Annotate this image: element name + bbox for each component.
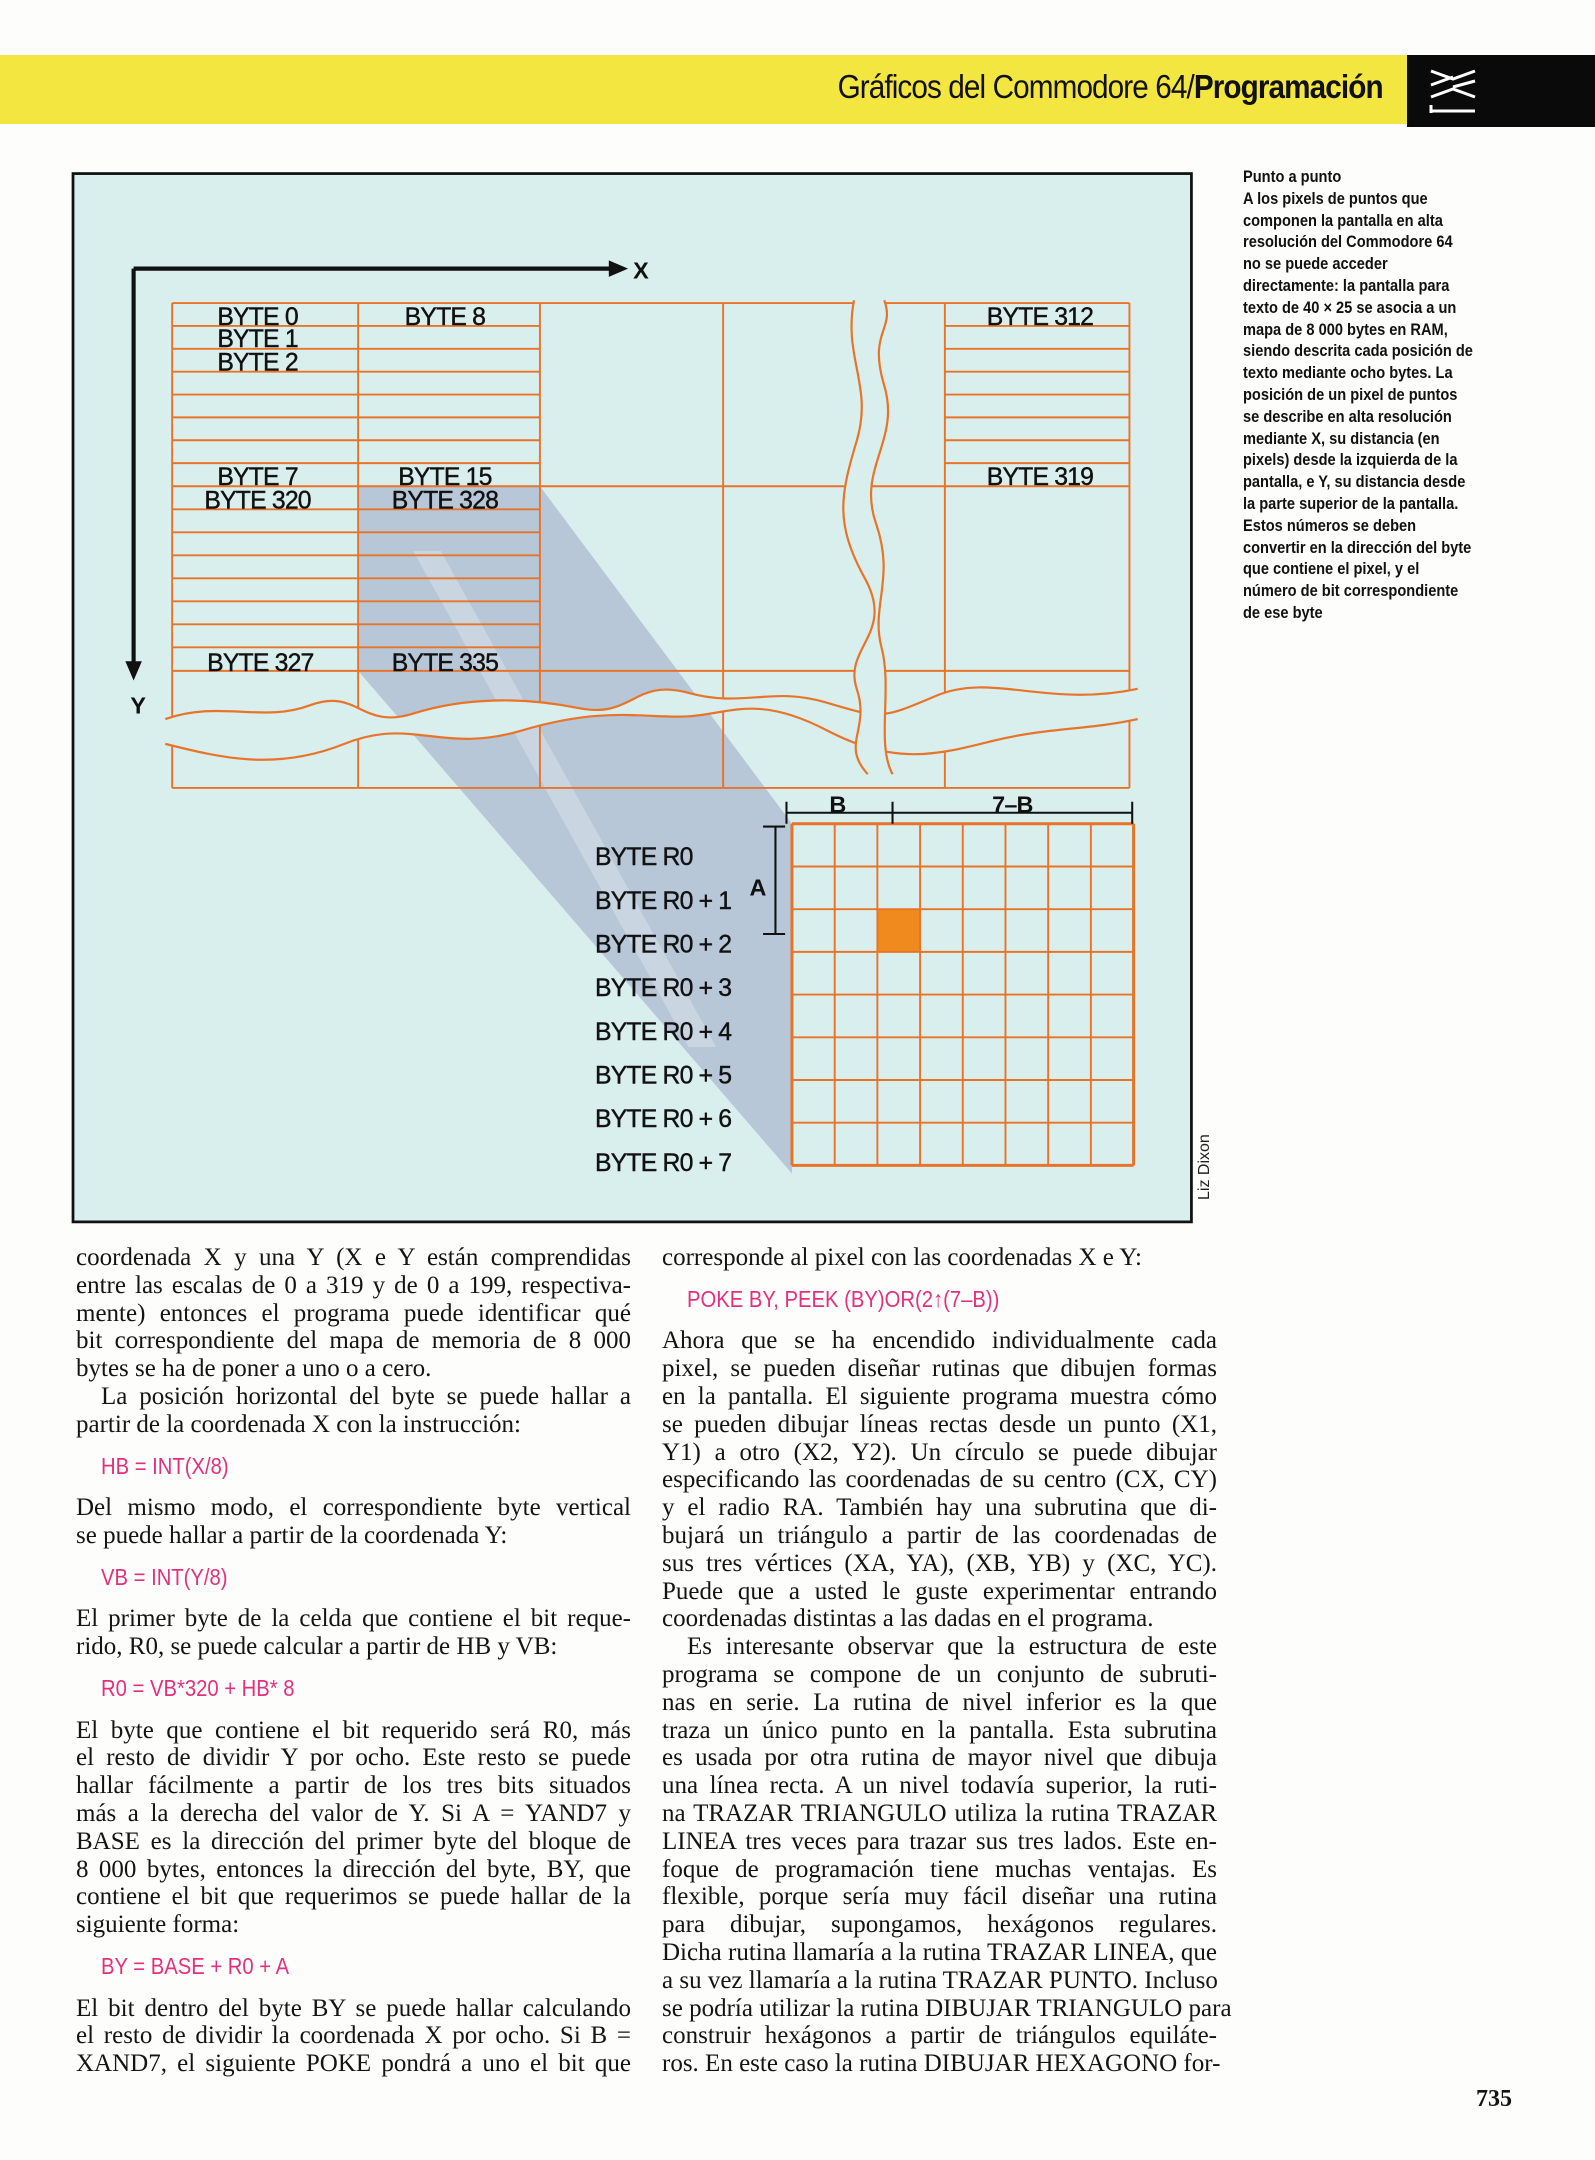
- byte-label: BYTE 1: [217, 326, 298, 354]
- caption-line: de ese byte: [1243, 602, 1323, 622]
- set-pixel-bit: [877, 909, 920, 952]
- body-column-left: [76, 1244, 631, 2078]
- code-statement: [662, 1272, 1217, 1328]
- text-line: en la pantalla. El siguiente programa muestra cómo: [662, 1382, 1217, 1410]
- byte-label: BYTE 319: [986, 463, 1094, 491]
- text-line: el resto de dividir la coordenada X por ocho. Si B =: [76, 2022, 631, 2050]
- text-line: XAND7, el siguiente POKE pondrá a uno el bit que: [76, 2050, 631, 2078]
- text-line: a su vez llamaría a la rutina TRAZAR PUNTO. Incluso: [662, 1966, 1218, 1994]
- text-line: Del mismo modo, el correspondiente byte vertical: [76, 1494, 631, 1522]
- byte-offset-label: BYTE R0 + 2: [595, 931, 732, 959]
- caption-line: convertir en la dirección del byte: [1243, 537, 1472, 557]
- dimension-7-minus-b-label: 7–B: [992, 791, 1033, 818]
- caption-line: se describe en alta resolución: [1243, 406, 1452, 426]
- byte-label: BYTE 2: [217, 349, 298, 377]
- caption-line: que contiene el pixel, y el: [1243, 559, 1420, 579]
- caption-line: texto mediante ocho bytes. La: [1243, 363, 1453, 383]
- code-statement: [76, 1550, 631, 1606]
- text-line: traza un único punto en la pantalla. Esta subrutina: [662, 1716, 1217, 1744]
- code-statement: [76, 1939, 631, 1995]
- section-title-topic: Programación: [1194, 68, 1383, 105]
- text-line: Puede que a usted le guste experimentar entrando: [662, 1577, 1217, 1605]
- caption-line: directamente: la pantalla para: [1243, 275, 1450, 295]
- text-line: ros. En este caso la rutina DIBUJAR HEXAGONO for-: [662, 2050, 1221, 2078]
- byte-offset-label: BYTE R0 + 1: [595, 887, 732, 915]
- text-line: flexible, porque sería muy fácil diseñar una rutina: [662, 1883, 1217, 1911]
- text-line: corresponde al pixel con las coordenadas X e Y:: [662, 1244, 1142, 1271]
- text-line: Dicha rutina llamaría a la rutina TRAZAR LINEA, que: [662, 1938, 1217, 1966]
- x-axis-label: X: [633, 257, 648, 284]
- y-axis-label: Y: [130, 692, 146, 719]
- text-line: el resto de dividir Y por ocho. Este resto se puede: [76, 1744, 631, 1772]
- text-line: especificando las coordenadas de su centro (CX, CY): [662, 1466, 1217, 1494]
- dimension-a-label: A: [749, 874, 766, 901]
- caption-line: posición de un pixel de puntos: [1243, 384, 1458, 404]
- byte-offset-label: BYTE R0 + 3: [595, 975, 732, 1003]
- text-line: bujará un triángulo a partir de las coordenadas de: [662, 1521, 1217, 1549]
- text-line: partir de la coordenada X con la instrucción:: [76, 1410, 521, 1438]
- text-line: El bit dentro del byte BY se puede hallar calculando: [76, 1994, 631, 2022]
- text-line: construir hexágonos a partir de triángulos equiláte-: [662, 2022, 1217, 2050]
- text-line: se podría utilizar la rutina DIBUJAR TRIANGULO para: [662, 1994, 1232, 2022]
- code-text: VB = INT(Y/8): [101, 1563, 228, 1590]
- code-text: R0 = VB*320 + HB* 8: [101, 1674, 295, 1701]
- caption-line: A los pixels de puntos que: [1243, 188, 1428, 208]
- caption-line: mapa de 8 000 bytes en RAM,: [1243, 319, 1448, 339]
- text-line: más a la derecha del valor de Y. Si A = YAND7 y: [76, 1799, 631, 1827]
- text-line: na TRAZAR TRIANGULO utiliza la rutina TRAZAR: [662, 1799, 1217, 1827]
- code-text: HB = INT(X/8): [101, 1452, 229, 1479]
- text-line: rido, R0, se puede calcular a partir de HB y VB:: [76, 1633, 558, 1661]
- byte-label: BYTE 335: [391, 649, 499, 677]
- text-line: LINEA tres veces para trazar sus tres lados. Este en-: [662, 1827, 1217, 1855]
- paragraph: [76, 1244, 631, 1383]
- caption-line: número de bit correspondiente: [1243, 581, 1459, 601]
- caption-line: la parte superior de la pantalla.: [1243, 493, 1459, 513]
- code-text: BY = BASE + R0 + A: [101, 1952, 290, 1979]
- byte-offset-label: BYTE R0 + 6: [595, 1106, 732, 1134]
- text-line: una línea recta. A un nivel todavía superior, la ruti-: [662, 1772, 1217, 1800]
- paragraph: [662, 1327, 1217, 1633]
- caption-line: pantalla, e Y, su distancia desde: [1243, 472, 1466, 492]
- text-line: mente) entonces el programa puede identificar qué: [76, 1299, 631, 1327]
- caption-line: resolución del Commodore 64: [1243, 232, 1453, 252]
- text-line: sus tres vértices (XA, YA), (XB, YB) y (XC, YC).: [662, 1549, 1217, 1577]
- byte-offset-label: BYTE R0 + 7: [595, 1149, 732, 1177]
- byte-label: BYTE 0: [217, 304, 298, 332]
- byte-label: BYTE 312: [986, 304, 1094, 332]
- code-statement: [76, 1661, 631, 1717]
- caption-line: pixels) desde la izquierda de la: [1243, 450, 1458, 470]
- page-number: 735: [1476, 2086, 1512, 2112]
- text-line: nas en serie. La rutina de nivel inferior es la que: [662, 1688, 1217, 1716]
- text-line: El primer byte de la celda que contiene el bit reque-: [76, 1605, 631, 1633]
- paragraph: [76, 1995, 631, 2078]
- text-line: pixel, se pueden diseñar rutinas que dibujen formas: [662, 1355, 1217, 1383]
- caption-title: Punto a punto: [1243, 167, 1342, 186]
- text-line: coordenadas distintas a las dadas en el programa.: [662, 1605, 1154, 1633]
- text-line: La posición horizontal del byte se puede hallar a: [101, 1382, 631, 1410]
- text-line: El byte que contiene el bit requerido será R0, más: [76, 1716, 631, 1744]
- illustrator-credit: Liz Dixon: [1196, 1134, 1213, 1200]
- text-line: entre las escalas de 0 a 319 y de 0 a 199, respectiva-: [76, 1271, 631, 1299]
- byte-offset-label: BYTE R0 + 4: [595, 1018, 732, 1046]
- text-line: se pueden dibujar líneas rectas desde un punto (X1,: [662, 1410, 1217, 1438]
- text-line: bit correspondiente del mapa de memoria de 8 000: [76, 1327, 631, 1355]
- caption-line: siendo descrita cada posición de: [1243, 341, 1473, 361]
- caption-line: texto de 40 × 25 se asocia a un: [1243, 297, 1457, 317]
- text-line: hallar fácilmente a partir de los tres bits situados: [76, 1772, 631, 1800]
- text-line: Es interesante observar que la estructura de este: [687, 1633, 1217, 1661]
- paragraph: [76, 1494, 631, 1550]
- caption-line: no se puede acceder: [1243, 254, 1388, 274]
- paragraph: [662, 1244, 1217, 1272]
- caption-line: mediante X, su distancia (en: [1243, 428, 1440, 448]
- byte-label: BYTE 7: [217, 463, 298, 491]
- byte-offset-label: BYTE R0: [595, 844, 693, 872]
- text-line: siguiente forma:: [76, 1911, 240, 1939]
- section-title-series: Gráficos del Commodore 64/: [837, 68, 1195, 105]
- caption-line: componen la pantalla en alta: [1243, 210, 1443, 230]
- text-line: Ahora que se ha encendido individualmente cada: [662, 1327, 1217, 1355]
- text-line: se puede hallar a partir de la coordenada Y:: [76, 1521, 508, 1549]
- paragraph: [76, 1717, 631, 1939]
- text-line: para dibujar, supongamos, hexágonos regulares.: [662, 1911, 1217, 1939]
- dimension-b-label: B: [829, 791, 846, 818]
- text-line: coordenada X y una Y (X e Y están comprendidas: [76, 1244, 631, 1271]
- text-line: 8 000 bytes, entonces la dirección del byte, BY, que: [76, 1855, 631, 1883]
- text-line: foque de programación tiene muchas ventajas. Es: [662, 1855, 1217, 1883]
- text-line: programa se compone de un conjunto de subruti-: [662, 1660, 1217, 1688]
- paragraph: [662, 1633, 1232, 2078]
- caption-line: Estos números se deben: [1243, 515, 1417, 535]
- code-text: POKE BY, PEEK (BY)OR(2↑(7–B)): [687, 1285, 1000, 1312]
- paragraph: [76, 1383, 631, 1439]
- byte-label: BYTE 320: [204, 487, 311, 515]
- byte-offset-label: BYTE R0 + 5: [595, 1062, 732, 1090]
- byte-label: BYTE 15: [398, 463, 492, 491]
- byte-label: BYTE 328: [391, 487, 499, 515]
- code-statement: [76, 1439, 631, 1495]
- text-line: contiene el bit que requerimos se puede hallar de la: [76, 1883, 631, 1911]
- byte-label: BYTE 327: [207, 649, 314, 677]
- text-line: BASE es la dirección del primer byte del bloque de: [76, 1827, 631, 1855]
- text-line: y el radio RA. También hay una subrutina que di-: [662, 1494, 1217, 1522]
- body-column-right: [662, 1244, 1232, 2078]
- paragraph: [76, 1605, 631, 1661]
- text-line: es usada por otra rutina de mayor nivel que dibuja: [662, 1744, 1217, 1772]
- text-line: Y1) a otro (X2, Y2). Un círculo se puede dibujar: [662, 1438, 1217, 1466]
- text-line: bytes se ha de poner a uno o a cero.: [76, 1355, 432, 1383]
- byte-label: BYTE 8: [404, 304, 486, 332]
